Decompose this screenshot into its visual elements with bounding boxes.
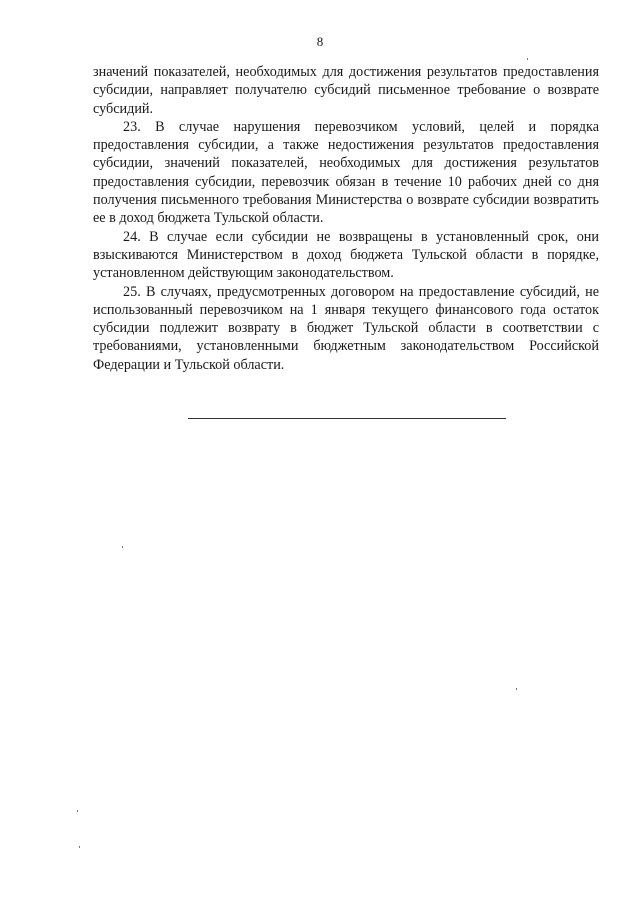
- scan-speck: [77, 810, 78, 812]
- paragraph-25: 25. В случаях, предусмотренных договором на предоставление субсидий, не использованный перевозчиком на 1 января текущего финансового года остаток субсидии подлежит возврату в бюджет Тульской области в соответствии с требованиями, установленными бюджетным законодательством Российской Федерации и Тульской области.: [93, 283, 599, 373]
- scan-speck: [516, 688, 517, 690]
- scan-speck: [122, 546, 123, 548]
- end-of-document-rule: [188, 418, 506, 419]
- paragraph-23: 23. В случае нарушения перевозчиком условий, целей и порядка предоставления субсидии, а также недостижения результатов предоставления субсидии, значений показателей, необходимых для достижения результатов предоставления субсидии, перевозчик обязан в течение 10 рабочих дней со дня получения письменного требования Министерства о возврате субсидии возвратить ее в доход бюджета Тульской области.: [93, 118, 599, 227]
- document-body: [93, 63, 599, 374]
- paragraph-24: 24. В случае если субсидии не возвращены в установленный срок, они взыскиваются Министерством в доход бюджета Тульской области в порядке, установленном действующим законодательством.: [93, 228, 599, 282]
- paragraph-continuation: значений показателей, необходимых для достижения результатов предоставления субсидии, направляет получателю субсидий письменное требование о возврате субсидий.: [93, 64, 599, 117]
- scan-speck: [79, 846, 80, 848]
- scan-speck: [527, 58, 528, 60]
- page-number: 8: [316, 34, 324, 49]
